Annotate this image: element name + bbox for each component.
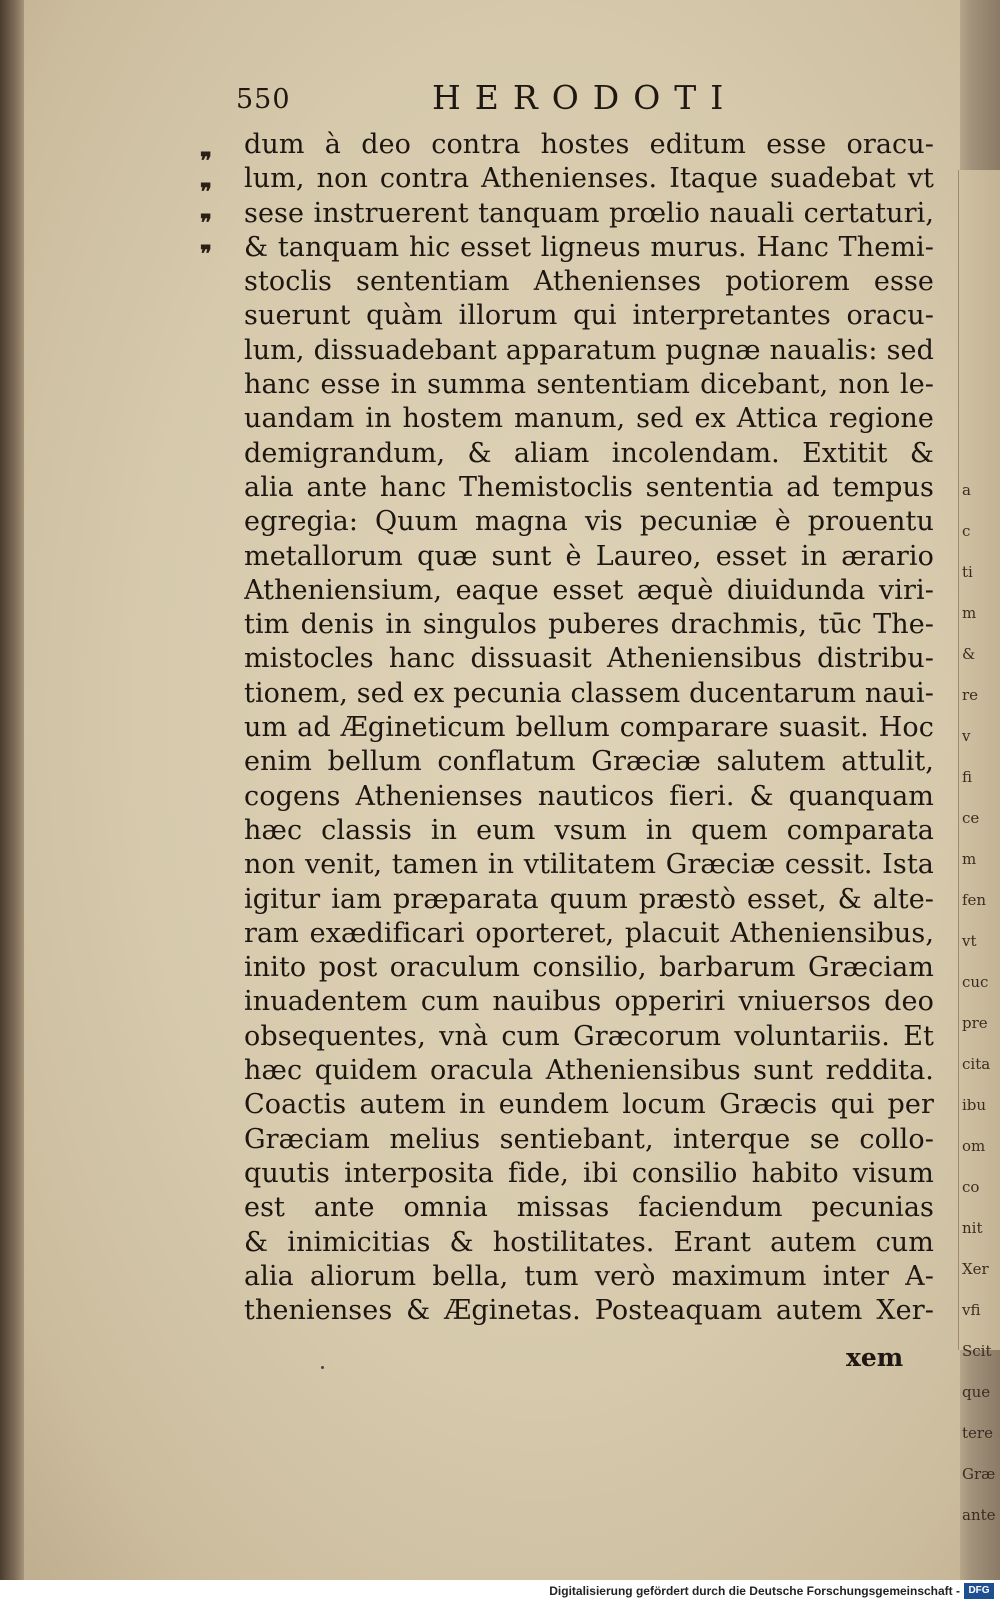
text-line: ram exædificari oporteret, placuit Atheniensibus, bbox=[244, 917, 934, 949]
margin-quote-marks bbox=[200, 146, 230, 270]
facing-page-fragment: m bbox=[962, 850, 977, 868]
facing-page-fragment: co bbox=[962, 1178, 980, 1196]
running-title: HERODOTI bbox=[432, 78, 738, 117]
body-text bbox=[244, 128, 934, 1328]
facing-page-fragment: Græ bbox=[962, 1465, 996, 1483]
facing-page-fragment: v bbox=[962, 727, 971, 745]
facing-page-fragment: fi bbox=[962, 768, 973, 786]
dfg-logo: DFG bbox=[964, 1583, 994, 1599]
facing-page-fragment: re bbox=[962, 686, 979, 704]
page-header bbox=[236, 76, 796, 126]
footer-credit: Digitalisierung gefördert durch die Deutsche Forschungsgemeinschaft - bbox=[549, 1584, 960, 1598]
text-line: inuadentem cum nauibus opperiri vniuersos deo bbox=[244, 986, 934, 1018]
ink-speck bbox=[321, 1366, 324, 1369]
text-line: & inimicitias & hostilitates. Erant autem cum bbox=[244, 1226, 934, 1258]
text-line: demigrandum, & aliam incolendam. Extitit & bbox=[244, 437, 934, 469]
catchword: xem bbox=[846, 1343, 904, 1372]
text-line: alia aliorum bella, tum verò maximum inter A- bbox=[244, 1260, 934, 1292]
facing-page-fragment: Xer bbox=[962, 1260, 989, 1278]
text-line: metallorum quæ sunt è Laureo, esset in ærario bbox=[244, 540, 934, 572]
text-line: hæc classis in eum vsum in quem comparata bbox=[244, 814, 934, 846]
text-line: igitur iam præparata quum præstò esset, & alte- bbox=[244, 883, 934, 915]
text-line: lum, non contra Athenienses. Itaque suadebat vt bbox=[244, 163, 934, 195]
text-line: stoclis sententiam Athenienses potiorem esse bbox=[244, 266, 934, 298]
text-line: lum, dissuadebant apparatum pugnæ naualis: sed bbox=[244, 334, 934, 366]
text-line: non venit, tamen in vtilitatem Græciæ cessit. Ista bbox=[244, 849, 934, 881]
facing-page-fragments bbox=[962, 470, 998, 1536]
page-number: 550 bbox=[236, 84, 291, 115]
text-line: inito post oraculum consilio, barbarum Græciam bbox=[244, 952, 934, 984]
text-line: sese instruerent tanquam prœlio nauali certaturi, bbox=[244, 197, 934, 229]
quote-mark: ❞ bbox=[200, 241, 212, 267]
book-spine bbox=[0, 0, 24, 1580]
text-line: alia ante hanc Themistoclis sententia ad tempus bbox=[244, 471, 934, 503]
text-line: uandam in hostem manum, sed ex Attica regione bbox=[244, 403, 934, 435]
facing-page-fragment: nit bbox=[962, 1219, 983, 1237]
facing-page-fragment: ce bbox=[962, 809, 980, 827]
facing-page-fragment: vfi bbox=[962, 1301, 981, 1319]
text-line: Græciam melius sentiebant, interque se collo- bbox=[244, 1123, 934, 1155]
facing-page-fragment: ti bbox=[962, 563, 973, 581]
facing-page-fragment: fen bbox=[962, 891, 987, 909]
text-line: est ante omnia missas faciendum pecunias bbox=[244, 1192, 934, 1224]
facing-page-fragment: pre bbox=[962, 1014, 988, 1032]
facing-page-fragment: Scit bbox=[962, 1342, 992, 1360]
text-line: dum à deo contra hostes editum esse oracu- bbox=[244, 129, 934, 160]
text-line: enim bellum conflatum Græciæ salutem attulit, bbox=[244, 746, 934, 778]
text-line: egregia: Quum magna vis pecuniæ è prouentu bbox=[244, 506, 934, 538]
text-line: Coactis autem in eundem locum Græcis qui per bbox=[244, 1089, 934, 1121]
quote-mark: ❞ bbox=[200, 148, 212, 174]
text-line: obsequentes, vnà cum Græcorum voluntariis. Et bbox=[244, 1020, 934, 1052]
text-line: mistocles hanc dissuasit Atheniensibus distribu- bbox=[244, 643, 934, 675]
facing-page-fragment: ante bbox=[962, 1506, 996, 1524]
facing-page-fragment: cita bbox=[962, 1055, 991, 1073]
facing-page-fragment: tere bbox=[962, 1424, 993, 1442]
quote-mark: ❞ bbox=[200, 179, 212, 205]
text-line: hæc quidem oracula Atheniensibus sunt reddita. bbox=[244, 1055, 934, 1087]
facing-page-fragment: a bbox=[962, 481, 971, 499]
quote-mark: ❞ bbox=[200, 210, 212, 236]
text-line: hanc esse in summa sententiam dicebant, non le- bbox=[244, 369, 934, 401]
facing-page-fragment: vt bbox=[962, 932, 977, 950]
facing-page-fragment: cuc bbox=[962, 973, 989, 991]
facing-page-fragment: c bbox=[962, 522, 971, 540]
facing-page-fragment: m bbox=[962, 604, 977, 622]
text-line: & tanquam hic esset ligneus murus. Hanc Themi- bbox=[244, 231, 934, 263]
text-line: Atheniensium, eaque esset æquè diuidunda viri- bbox=[244, 574, 934, 606]
facing-page-fragment: om bbox=[962, 1137, 986, 1155]
text-line: tionem, sed ex pecunia classem ducentarum naui- bbox=[244, 677, 934, 709]
text-line: suerunt quàm illorum qui interpretantes oracu- bbox=[244, 300, 934, 332]
text-line: um ad Ægineticum bellum comparare suasit. Hoc bbox=[244, 712, 934, 744]
text-line: quutis interposita fide, ibi consilio habito visum bbox=[244, 1157, 934, 1189]
facing-page-fragment: que bbox=[962, 1383, 991, 1401]
text-line: cogens Athenienses nauticos fieri. & quanquam bbox=[244, 780, 934, 812]
facing-page-fragment: & bbox=[962, 645, 976, 663]
facing-page-fragment: ibu bbox=[962, 1096, 987, 1114]
footer-bar bbox=[0, 1580, 1000, 1603]
text-line: thenienses & Æginetas. Posteaquam autem Xer- bbox=[244, 1295, 934, 1327]
text-line: tim denis in singulos puberes drachmis, tūc The- bbox=[244, 609, 934, 641]
